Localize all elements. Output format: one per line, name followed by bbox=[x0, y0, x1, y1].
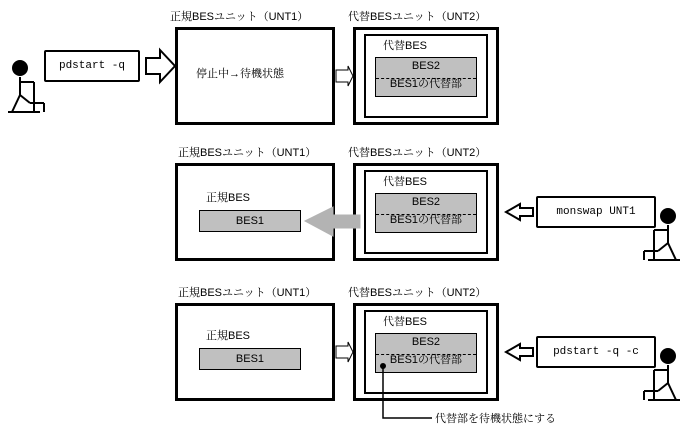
row2-command-box[interactable]: monswap UNT1 bbox=[536, 196, 656, 228]
row1-standby-gray-divider bbox=[376, 78, 476, 79]
row3-primary-unit-label: 正規BESユニット（UNT1） bbox=[178, 287, 317, 299]
row3-primary-gray-box bbox=[199, 348, 301, 370]
row1-standby-gray-line2: BES1の代替部 bbox=[389, 78, 463, 90]
row2-standby-unit-label: 代替BESユニット（UNT2） bbox=[348, 147, 487, 159]
row3-unit-connector bbox=[336, 342, 353, 362]
row3-standby-inner-title: 代替BES bbox=[383, 316, 428, 328]
row3-standby-gray-divider bbox=[376, 354, 476, 355]
row2-primary-unit-label: 正規BESユニット（UNT1） bbox=[178, 147, 317, 159]
row2-standby-gray-line2: BES1の代替部 bbox=[389, 214, 463, 226]
row2-standby-inner-title: 代替BES bbox=[383, 176, 428, 188]
row1-standby-inner-title: 代替BES bbox=[383, 40, 428, 52]
row1-standby-gray-line1: BES2 bbox=[411, 60, 441, 72]
row3-standby-gray-box bbox=[375, 333, 477, 373]
row2-standby-gray-box bbox=[375, 193, 477, 233]
row2-standby-gray-line1: BES2 bbox=[411, 196, 441, 208]
row1-command-arrow bbox=[146, 50, 175, 82]
row1-standby-gray-box bbox=[375, 57, 477, 97]
row3-command-box[interactable]: pdstart -q -c bbox=[536, 336, 656, 368]
row3-command-arrow bbox=[506, 344, 533, 360]
row3-primary-inner-title: 正規BES bbox=[206, 330, 251, 342]
row2-primary-gray-line1: BES1 bbox=[235, 215, 265, 227]
row3-standby-gray-line2: BES1の代替部 bbox=[389, 354, 463, 366]
row3-primary-gray-line1: BES1 bbox=[235, 353, 265, 365]
row3-standby-unit-label: 代替BESユニット（UNT2） bbox=[348, 287, 487, 299]
person-icon-1 bbox=[8, 60, 44, 112]
row2-command-arrow bbox=[506, 204, 533, 220]
row2-primary-inner-title: 正規BES bbox=[206, 192, 251, 204]
row3-standby-gray-line1: BES2 bbox=[411, 336, 441, 348]
row2-standby-gray-divider bbox=[376, 214, 476, 215]
row1-primary-status-text: 停止中→待機状態 bbox=[196, 68, 284, 80]
row2-primary-gray-box bbox=[199, 210, 301, 232]
footnote-text: 代替部を待機状態にする bbox=[435, 413, 556, 425]
row1-unit-connector bbox=[336, 66, 353, 86]
row1-primary-unit-label: 正規BESユニット（UNT1） bbox=[170, 11, 309, 23]
row1-command-box[interactable]: pdstart -q bbox=[44, 50, 140, 82]
row1-standby-unit-label: 代替BESユニット（UNT2） bbox=[348, 11, 487, 23]
